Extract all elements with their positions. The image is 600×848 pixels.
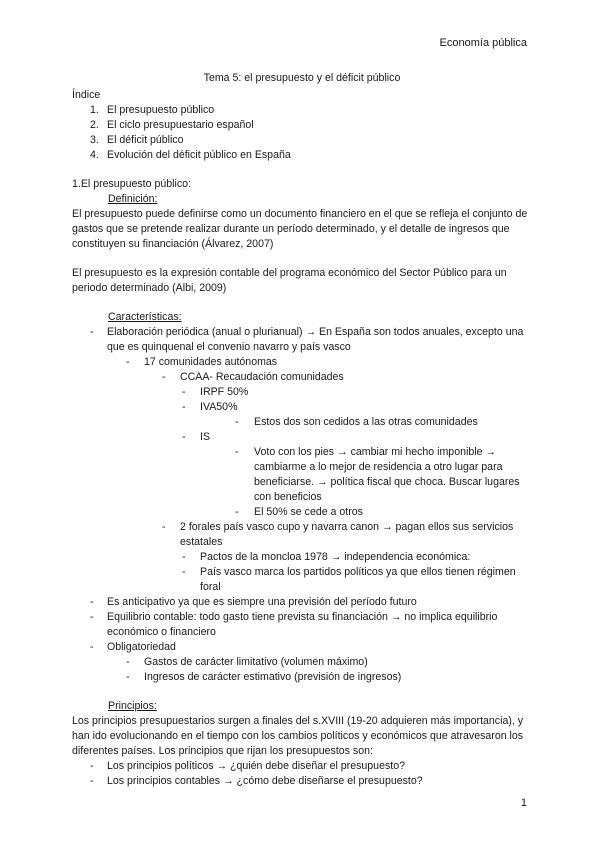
list-item: - IRPF 50%	[182, 386, 249, 398]
definition-label: Definición:	[108, 193, 158, 205]
index-item: 3. El déficit público	[90, 134, 184, 146]
list-item: - Gastos de carácter limitativo (volumen máximo)	[126, 656, 368, 668]
section-heading: 1.El presupuesto público:	[72, 178, 191, 190]
index-item: 2. El ciclo presupuestario español	[90, 119, 254, 131]
definition-paragraph-1: El presupuesto puede definirse como un documento financiero en el que se refleja el conjunto de gastos que se pretende realizar durante un período determinado, y el detalle de ingresos que constituyen su financiación (Álvarez, 2007)	[72, 208, 528, 250]
index-item: 4. Evolución del déficit público en España	[90, 149, 291, 161]
list-item: - IVA50%	[182, 401, 238, 413]
list-item: - 17 comunidades autónomas	[126, 356, 278, 368]
list-item: - El 50% se cede a otros	[235, 506, 363, 518]
principles-label: Principios:	[108, 700, 157, 712]
list-item: - Ingresos de carácter estimativo (previsión de ingresos)	[126, 671, 402, 683]
list-item: - IS	[182, 431, 211, 443]
index-label: Índice	[72, 89, 101, 101]
principles-paragraph: Los principios presupuestarios surgen a finales del s.XVIII (19-20 adquieren más importancia), y han ido evolucionando en el tiempo con los cambios políticos y económicos que atravesaron los diferentes países. Los principios que rijan los presupuestos son:	[72, 715, 524, 757]
characteristics-label: Características:	[108, 311, 182, 323]
list-item: - Voto con los pies → cambiar mi hecho imponible → cambiarme a lo mejor de residencia a otro lugar para beneficiarse. → política fiscal que choca. Buscar lugares con beneficios	[235, 446, 520, 503]
list-item: - Elaboración periódica (anual o plurianual) → En España son todos anuales, excepto una que es quinquenal el convenio navarro y país vasco	[90, 326, 524, 353]
page-header: Economía pública	[439, 37, 527, 49]
document-title: Tema 5: el presupuesto y el déficit público	[203, 72, 401, 84]
list-item: - Los principios políticos → ¿quién debe diseñar el presupuesto?	[90, 760, 405, 772]
page-number: 1	[520, 797, 527, 809]
list-item: - Equilibrio contable: todo gasto tiene prevista su financiación → no implica equilibrio económico o financiero	[90, 611, 498, 638]
list-item: - Pactos de la moncloa 1978 → independencia económica:	[182, 551, 471, 563]
page-content	[72, 71, 532, 789]
list-item: - Los principios contables → ¿cómo debe diseñarse el presupuesto?	[90, 775, 423, 787]
index-item: 1. El presupuesto público	[90, 104, 215, 116]
list-item: - Es anticipativo ya que es siempre una previsión del período futuro	[90, 596, 417, 608]
index-list	[72, 103, 532, 163]
list-item: - País vasco marca los partidos políticos ya que ellos tienen régimen foral	[182, 566, 516, 593]
list-item: - Obligatoriedad	[90, 641, 176, 653]
list-item: - 2 forales país vasco cupo y navarra canon → pagan ellos sus servicios estatales	[162, 521, 514, 548]
list-item: - Estos dos son cedidos a las otras comunidades	[235, 416, 478, 428]
definition-paragraph-2: El presupuesto es la expresión contable del programa económico del Sector Público para un periodo determinado (Albi, 2009)	[72, 267, 507, 294]
list-item: - CCAA- Recaudación comunidades	[162, 371, 344, 383]
